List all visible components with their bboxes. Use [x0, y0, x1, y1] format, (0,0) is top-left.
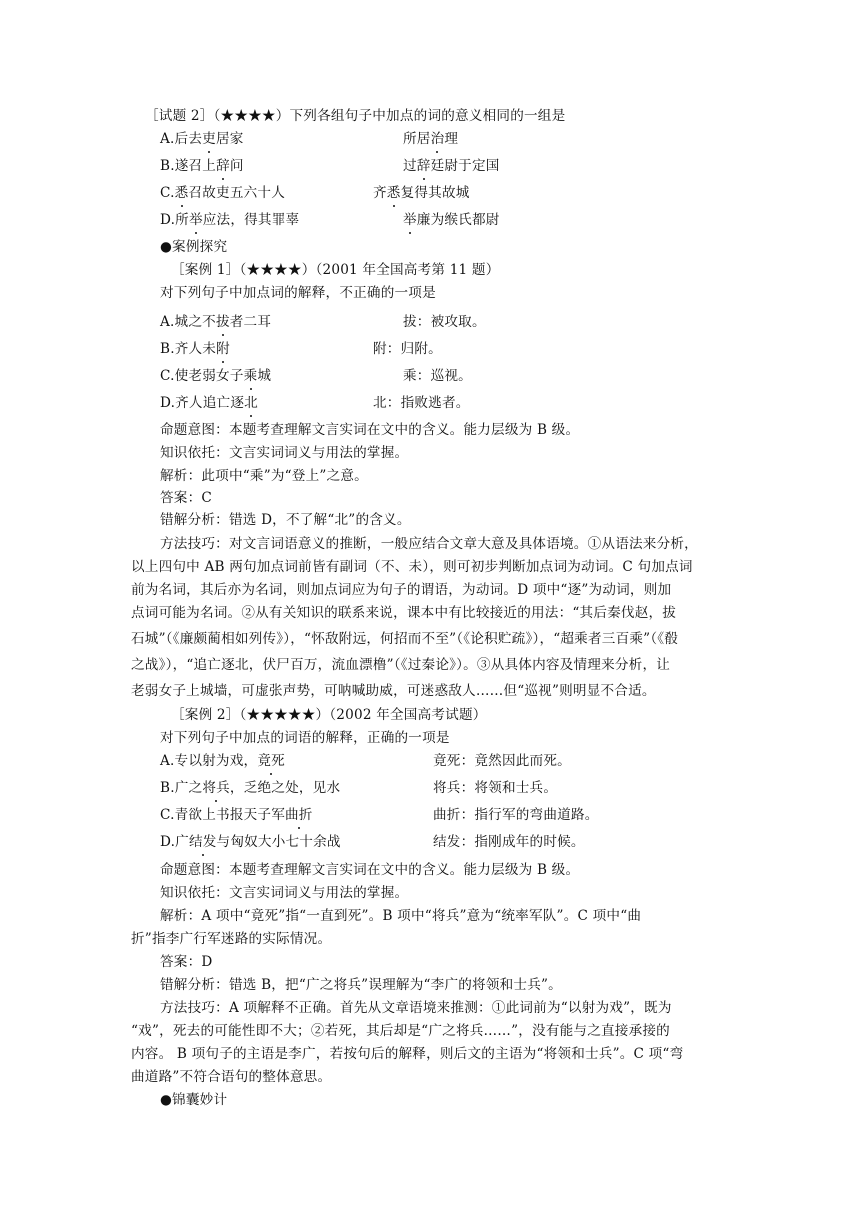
case2-option-b: B.广之将兵，乏绝之处，见水: [160, 780, 341, 796]
case2-option-d-explain: 结发：指刚成年的时候。: [433, 834, 585, 850]
case1-option-d: D.齐人追亡逐北: [160, 395, 258, 411]
case1-answer: 答案：C: [160, 490, 212, 506]
case2-answer: 答案：D: [160, 954, 213, 970]
case1-option-a-explain: 拔：被攻取。: [403, 314, 486, 330]
case2-error-analysis: 错解分析：错选 B，把“广之将兵”误理解为“李广的将领和士兵”。: [160, 977, 562, 993]
case1-method-line-2: 以上四句中 AB 两句加点词前皆有副词（不、未），则可初步判断加点词为动词。C 句加点词: [131, 559, 693, 575]
case1-option-b-explain: 附：归附。: [373, 341, 442, 357]
case2-method-line-4: 曲道路”不符合语句的整体意思。: [131, 1069, 332, 1085]
case1-knowledge: 知识依托：文言实词词义与用法的掌握。: [160, 445, 409, 461]
case2-analysis-line-1: 解析：A 项中“竟死”指“一直到死”。B 项中“将兵”意为“统率军队”。C 项中“曲: [160, 908, 642, 924]
case2-option-a: A.专以射为戏，竟死: [160, 753, 285, 769]
trial2-option-c-right: 齐悉复得其故城: [373, 185, 470, 201]
case1-option-d-explain: 北：指败逃者。: [373, 395, 470, 411]
case1-method-line-5: 石城”（《廉颇蔺相如列传》），“怀敌附远，何招而不至”（《论积贮疏》），“超乘者三百乘”（《殽: [131, 631, 679, 647]
case1-option-b: B.齐人未附: [160, 341, 230, 357]
case2-header: ［案例 2］（★★★★★）（2002 年全国高考试题）: [171, 707, 487, 723]
trial2-header: ［试题 2］（★★★★）下列各组句子中加点的词的意义相同的一组是: [145, 108, 566, 124]
case1-intent: 命题意图：本题考查理解文言实词在文中的含义。能力层级为 B 级。: [160, 422, 580, 438]
case2-method-line-2: “戏”，死去的可能性即不大；②若死，其后却是“广之将兵……”，没有能与之直接承接的: [131, 1023, 670, 1039]
case1-option-a: A.城之不拔者二耳: [160, 314, 272, 330]
case1-method-line-6: 之战》），“追亡逐北，伏尸百万，流血漂橹”（《过秦论》）。③从具体内容及情理来分析，让: [131, 657, 671, 673]
case1-method-line-7: 老弱女子上城墙，可虚张声势，可呐喊助威，可迷惑敌人……但“巡视”则明显不合适。: [131, 683, 656, 699]
case1-question: 对下列句子中加点词的解释，不正确的一项是: [160, 285, 436, 301]
trial2-option-b-right: 过辞廷尉于定国: [403, 158, 500, 174]
case1-option-c: C.使老弱女子乘城: [160, 368, 272, 384]
case1-error-analysis: 错解分析：错选 D，不了解“北”的含义。: [160, 512, 411, 528]
case1-header: ［案例 1］（★★★★）（2001 年全国高考第 11 题）: [171, 262, 500, 278]
case2-option-a-explain: 竟死：竟然因此而死。: [433, 753, 571, 769]
case2-analysis-line-2: 折”指李广行军迷路的实际情况。: [131, 931, 332, 947]
case2-option-d: D.广结发与匈奴大小七十余战: [160, 834, 341, 850]
trial2-option-a-right: 所居治理: [403, 131, 459, 147]
case2-option-c-explain: 曲折：指行军的弯曲道路。: [433, 807, 599, 823]
trial2-option-a-left: A.后去吏居家: [160, 131, 244, 147]
case2-method-line-3: 内容。 B 项句子的主语是李广，若按句后的解释，则后文的主语为“将领和士兵”。C 项“弯: [131, 1046, 684, 1062]
trial2-option-d-right: 举廉为缑氏都尉: [403, 212, 500, 228]
trial2-option-d-left: D.所举应法，得其罪辜: [160, 212, 300, 228]
trial2-option-b-left: B.遂召上辞问: [160, 158, 244, 174]
case2-method-line-1: 方法技巧：A 项解释不正确。首先从文章语境来推测：①此词前为“以射为戏”，既为: [160, 1000, 672, 1016]
case2-option-c: C.青欲上书报天子军曲折: [160, 807, 313, 823]
case2-intent: 命题意图：本题考查理解文言实词在文中的含义。能力层级为 B 级。: [160, 862, 580, 878]
case2-question: 对下列句子中加点的词语的解释，正确的一项是: [160, 730, 450, 746]
case2-option-b-explain: 将兵：将领和士兵。: [433, 780, 558, 796]
case1-method-line-1: 方法技巧：对文言词语意义的推断，一般应结合文章大意及具体语境。①从语法来分析，: [160, 536, 698, 552]
case-study-heading: ●案例探究: [160, 239, 228, 255]
case1-option-c-explain: 乘：巡视。: [403, 368, 472, 384]
trial2-option-c-left: C.悉召故吏五六十人: [160, 185, 285, 201]
case2-knowledge: 知识依托：文言实词词义与用法的掌握。: [160, 885, 409, 901]
case1-analysis: 解析：此项中“乘”为“登上”之意。: [160, 468, 368, 484]
case1-method-line-3: 前为名词，其后亦为名词，则加点词应为句子的谓语，为动词。D 项中“逐”为动词，则加: [131, 582, 672, 598]
case1-method-line-4: 点词可能为名词。②从有关知识的联系来说，课本中有比较接近的用法：“其后秦伐赵，拔: [131, 605, 677, 621]
tips-heading: ●锦囊妙计: [160, 1092, 228, 1108]
